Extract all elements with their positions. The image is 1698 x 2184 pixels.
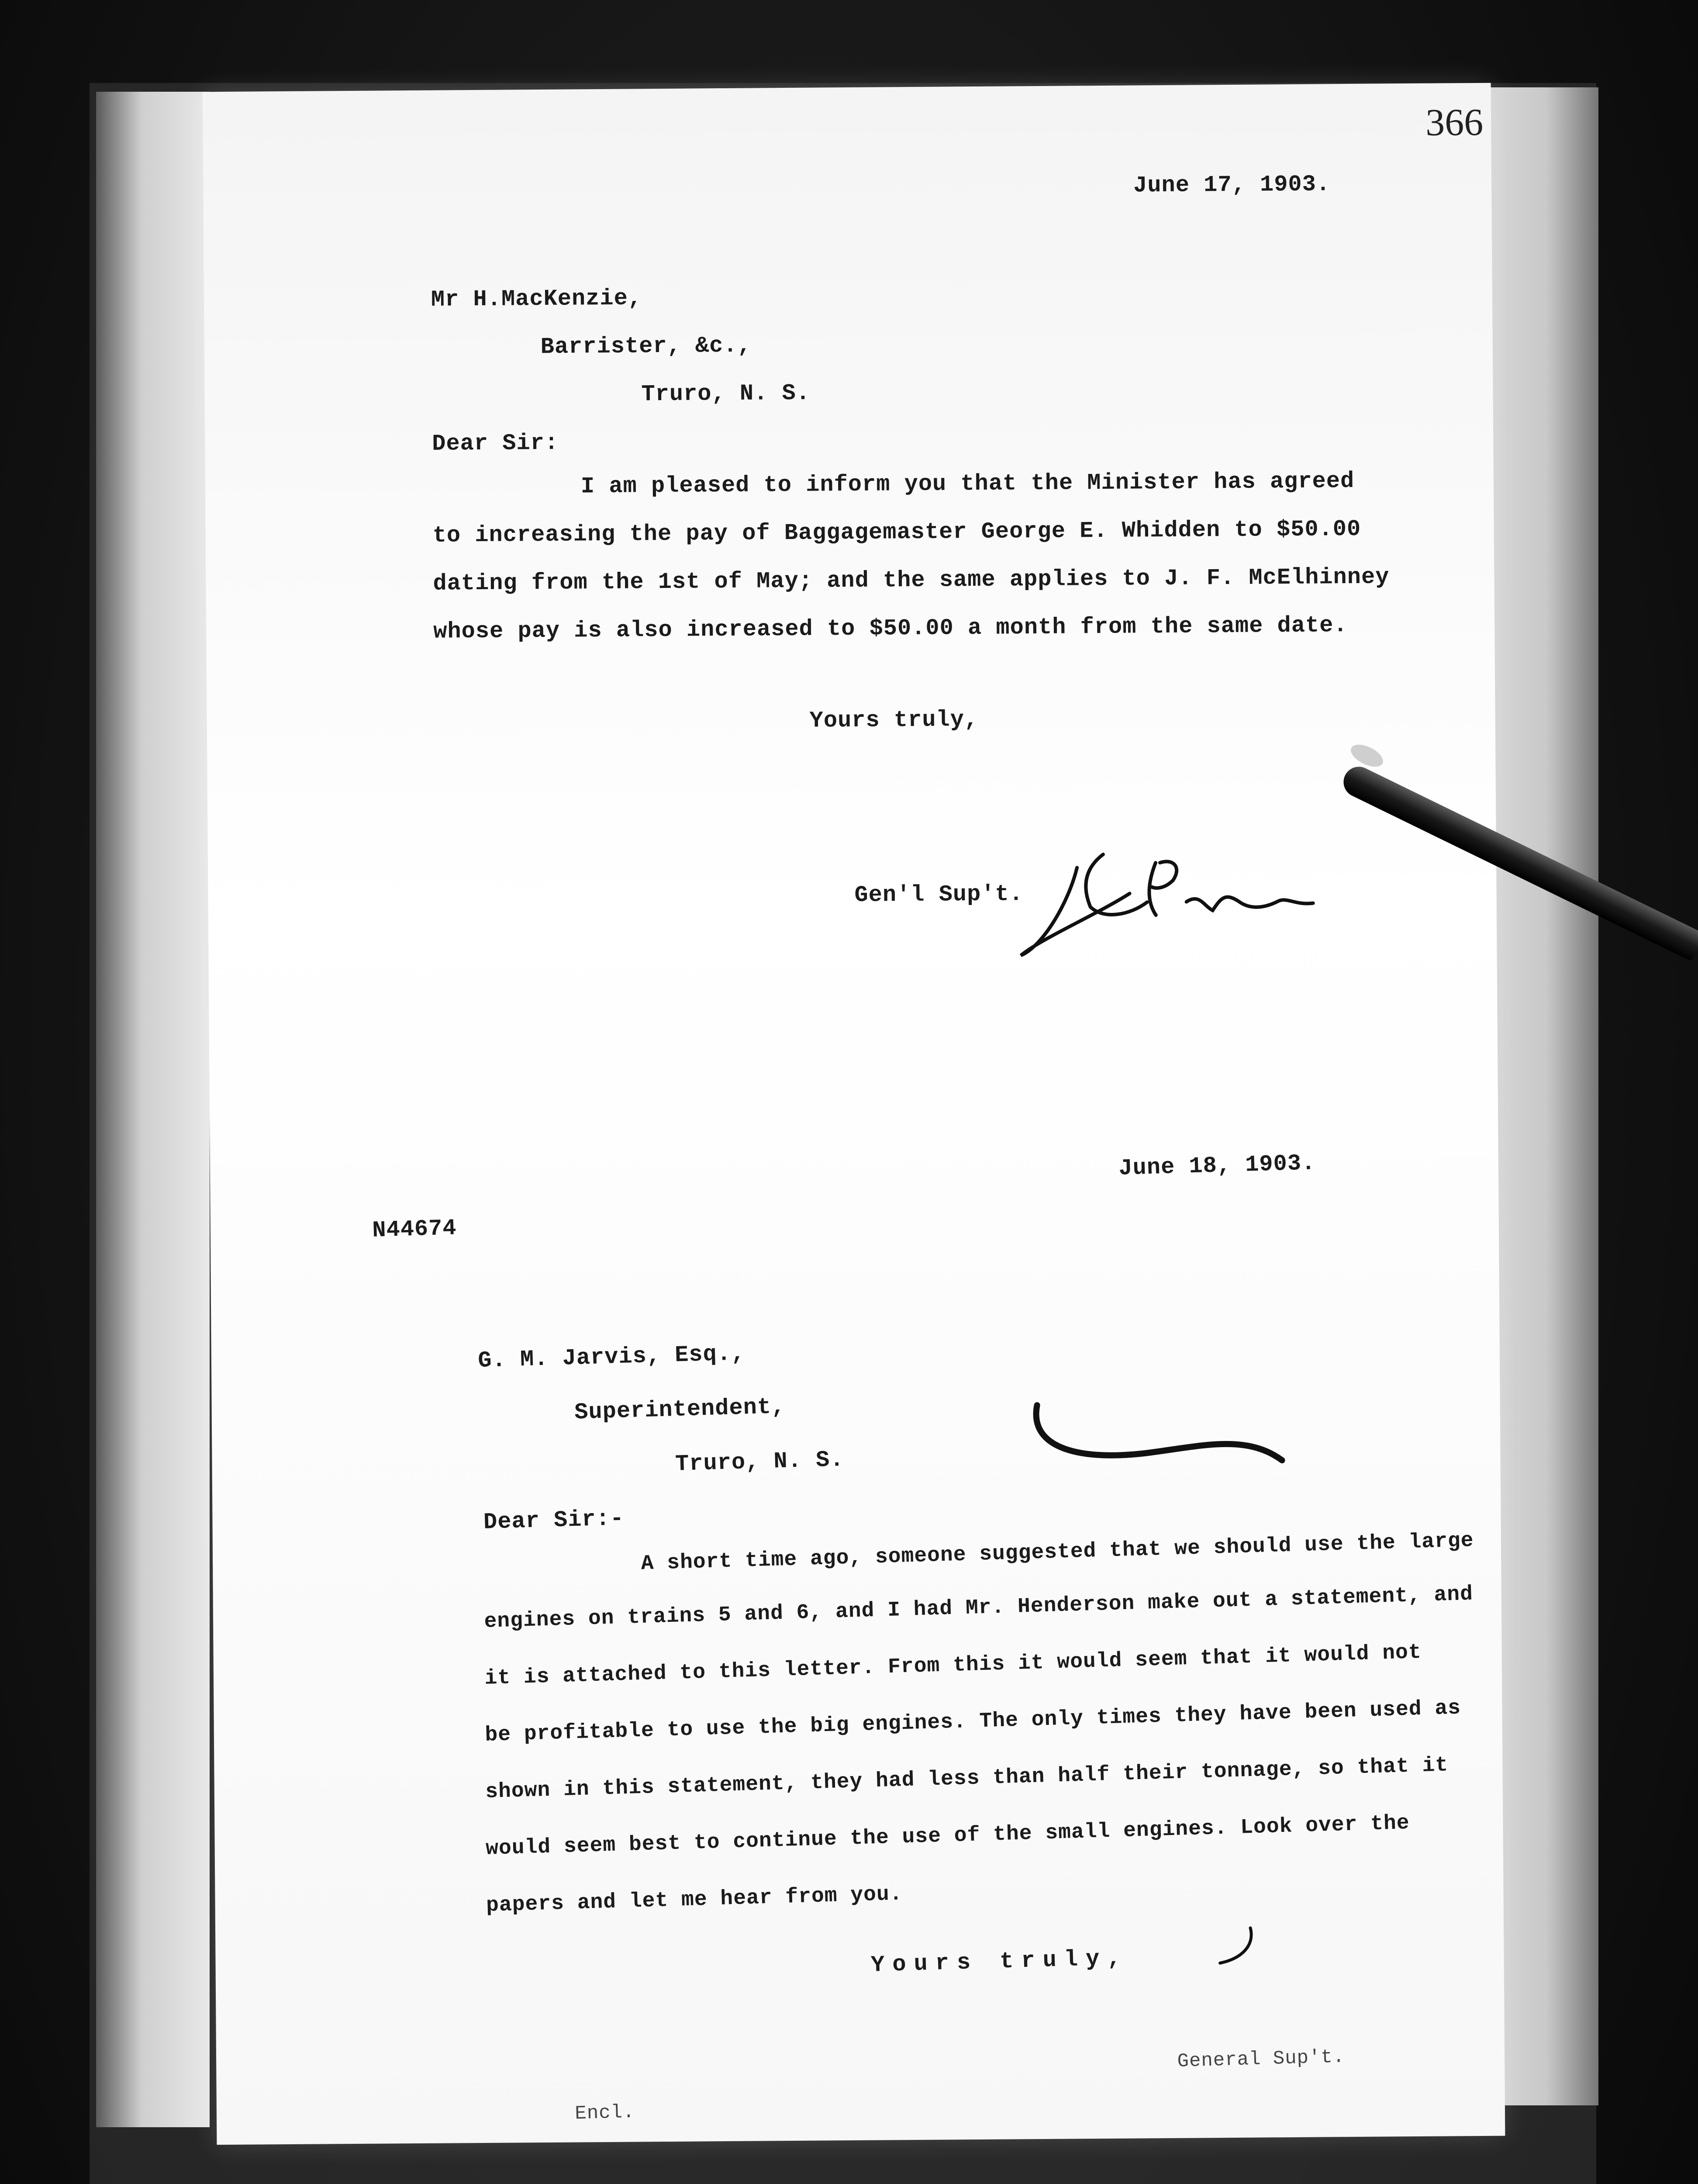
page-number: 366 [1425, 101, 1484, 144]
letter2-date: June 18, 1903. [1118, 1150, 1316, 1182]
letter1-body-line: dating from the 1st of May; and the same applies to J. F. McElhinney [433, 564, 1390, 597]
letter1-body-line: whose pay is also increased to $50.00 a month from the same date. [433, 612, 1348, 645]
letter1-closing: Yours truly, [809, 706, 979, 734]
letter2-recipient-name: G. M. Jarvis, Esq., [477, 1340, 746, 1374]
letter2-file-ref: N44674 [372, 1215, 457, 1244]
handwritten-signature [1016, 848, 1375, 973]
letter2-body-line: A short time ago, someone suggested that we should use the large [640, 1529, 1474, 1576]
letterbook-page [203, 83, 1505, 2145]
letter1-date: June 17, 1903. [1133, 171, 1331, 199]
letter2-enclosure: Encl. [574, 2101, 635, 2125]
letter2-closing: Yours truly, [870, 1945, 1129, 1978]
letter2-body-line: papers and let me hear from you. [486, 1882, 903, 1918]
pen-stroke-mark [1020, 1395, 1291, 1484]
letter2-recipient-place: Truro, N. S. [675, 1447, 845, 1477]
letter2-sign-title: General Sup't. [1177, 2046, 1345, 2073]
letter2-body-line: be profitable to use the big engines. The only times they have been used as [484, 1696, 1461, 1747]
sheet-left-edge [96, 92, 210, 2127]
letter1-body-line: I am pleased to inform you that the Minister has agreed [580, 468, 1355, 500]
letter2-salutation: Dear Sir:- [483, 1505, 625, 1535]
letter2-recipient-title: Superintendent, [574, 1393, 786, 1426]
letter2-body-line: would seem best to continue the use of the small engines. Look over the [485, 1811, 1410, 1861]
letter1-sign-title: Gen'l Sup't. [854, 881, 1024, 908]
letter2-body-line: shown in this statement, they had less than half their tonnage, so that it [485, 1753, 1449, 1804]
letter1-recipient-title: Barrister, &c., [540, 332, 752, 360]
letter2-body-line: it is attached to this letter. From this it would seem that it would not [484, 1641, 1422, 1690]
letter1-recipient-name: Mr H.MacKenzie, [431, 285, 642, 313]
pen-tick-mark [1211, 1919, 1264, 1972]
letter1-recipient-place: Truro, N. S. [641, 380, 811, 408]
letter1-body-line: to increasing the pay of Baggagemaster George E. Whidden to $50.00 [432, 516, 1361, 549]
letter1-salutation: Dear Sir: [432, 430, 559, 457]
letter2-body-line: engines on trains 5 and 6, and I had Mr. Henderson make out a statement, and [483, 1582, 1474, 1634]
